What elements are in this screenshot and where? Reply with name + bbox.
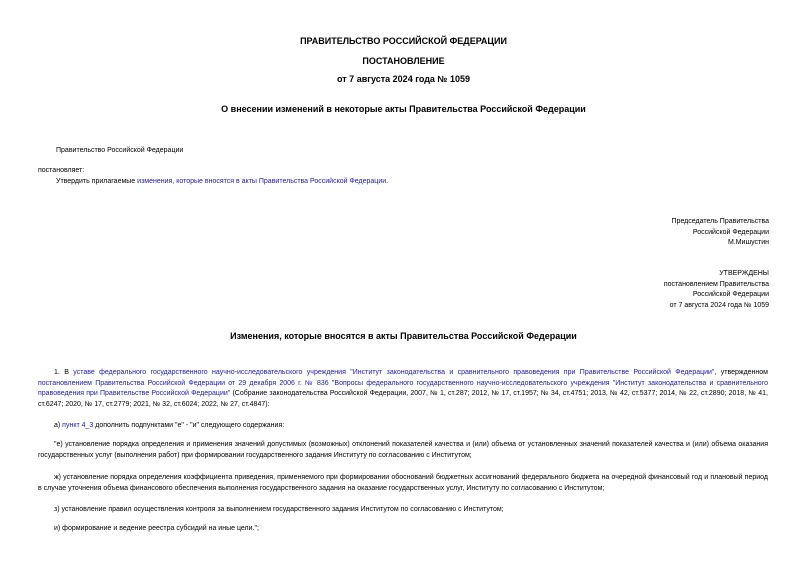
- signature-position: Председатель Правительства: [671, 218, 769, 225]
- approved-date: от 7 августа 2024 года № 1059: [669, 301, 769, 309]
- point-4-3-link[interactable]: пункт 4_3: [62, 422, 94, 429]
- item-1-prefix: 1. В: [54, 369, 74, 376]
- sub-item-i: и) формирование и ведение реестра субсидий на иные цели.";: [54, 525, 259, 532]
- item-1: [38, 368, 768, 410]
- signature-name: М.Мишустин: [727, 239, 769, 246]
- approve-suffix: .: [386, 178, 389, 185]
- approved-block: [664, 269, 769, 311]
- sub-item-z: з) установление правил осуществления контроля за выполнением государственного задания Институтом по согласованию с Институтом;: [54, 506, 504, 513]
- preamble-decrees: постановляет:: [38, 167, 85, 174]
- signature-block: [672, 217, 769, 249]
- preamble-government: Правительство Российской Федерации: [56, 147, 184, 154]
- doc-type-heading: ПОСТАНОВЛЕНИЕ: [362, 56, 445, 66]
- changes-title: Изменения, которые вносятся в акты Правительства Российской Федерации: [230, 331, 577, 341]
- resolution-836-link[interactable]: постановлением Правительства Российской Федерации от 29 декабря 2006 г. № 836 "Вопросы федерального государственного научно-исследовательского учреждения "Институт законодательства и сравнительного правоведения при Правительстве Российской Федерации": [38, 379, 768, 397]
- signature-org: Российской Федерации: [692, 228, 769, 236]
- item-1-suffix: (Собрание законодательства Российской Федерации, 2007, № 1, ст.287; 2012, № 17, ст.1957; № 34, ст.4751; 2013, № 42, ст.5377; 2014, № 22, ст.2890; 2018, № 41, ст.6247; 2020, № 17, ст.2779; 2021, № 32, ст.6024; 2022, № 27, ст.4847):: [38, 390, 768, 408]
- approve-prefix: Утвердить прилагаемые: [56, 178, 138, 185]
- sub-a-prefix: а): [54, 422, 63, 429]
- sub-item-e: "е) установление порядка определения и применения значений допустимых (возможных) отклонений показателей качества и (или) объема от установленных значений показателей качества и (или) объема оказания государственных услуг (выполнения работ) при формировании государственного задания Институту по согласованию с Институтом;: [38, 441, 768, 459]
- charter-link[interactable]: уставе федерального государственного научно-исследовательского учреждения "Институт законодательства и сравнительного правоведения при Правительстве Российской Федерации": [73, 369, 715, 376]
- approved-heading: УТВЕРЖДЕНЫ: [719, 270, 769, 277]
- item-1-mid: , утвержденном: [714, 369, 768, 376]
- date-number: от 7 августа 2024 года № 1059: [337, 74, 470, 84]
- government-heading: ПРАВИТЕЛЬСТВО РОССИЙСКОЙ ФЕДЕРАЦИИ: [300, 36, 507, 46]
- approve-changes-link[interactable]: изменения, которые вносятся в акты Правительства Российской Федерации: [137, 178, 387, 185]
- approved-org: Российской Федерации: [692, 291, 769, 298]
- preamble-approve: [56, 177, 388, 187]
- approved-by: постановлением Правительства: [663, 280, 769, 288]
- sub-item-a: [38, 421, 768, 432]
- document-title: О внесении изменений в некоторые акты Правительства Российской Федерации: [221, 104, 586, 114]
- sub-item-zh: ж) установление порядка определения коэффициента приведения, применяемого при формировании обоснований бюджетных ассигнований федерального бюджета на очередной финансовый год и плановый период в случае уточнения объема финансового обеспечения выполнения государственного задания на оказание государственных услуг, Институту по согласованию с Институтом;: [38, 474, 768, 492]
- sub-a-suffix: дополнить подпунктами "е" - "и" следующего содержания:: [93, 422, 285, 429]
